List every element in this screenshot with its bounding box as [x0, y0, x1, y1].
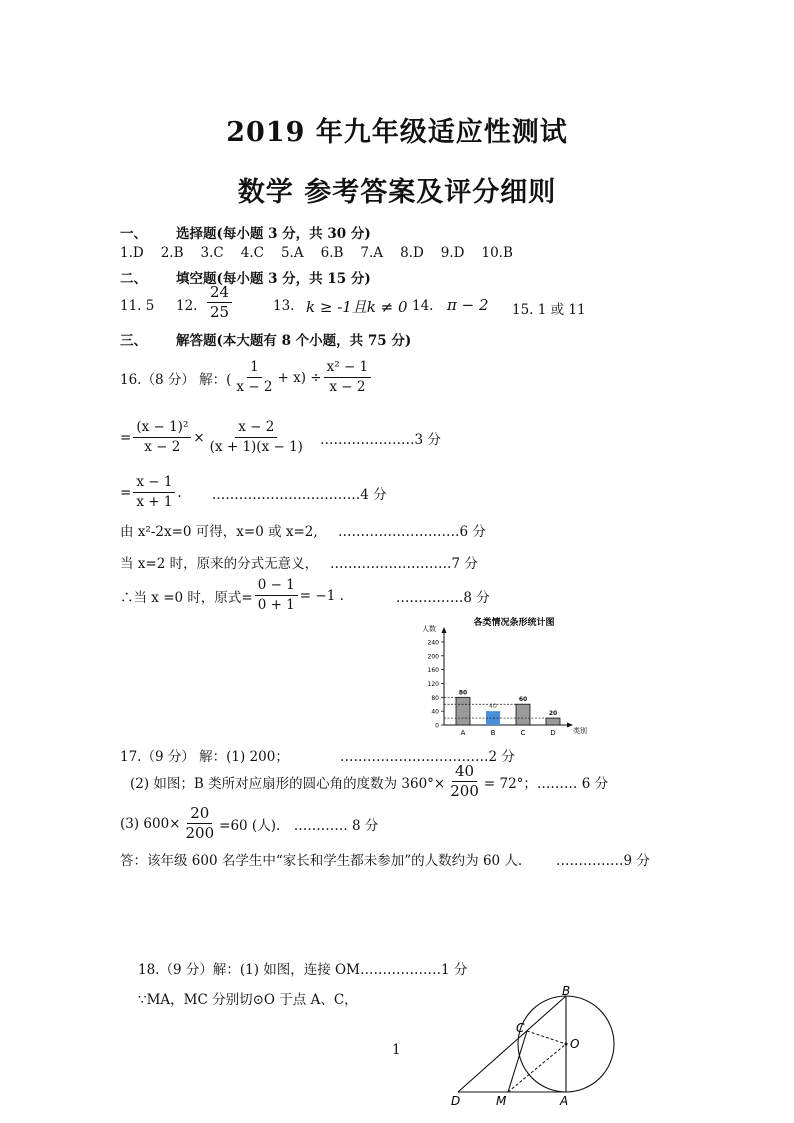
choice-answer: 5.A: [280, 245, 304, 261]
section-1-title: 选择题(每小题 3 分，共 30 分): [176, 226, 371, 242]
q17-part-1: 17.（9 分） 解：(1) 200；: [120, 749, 289, 765]
q16-problem: [120, 358, 373, 397]
q16-step5-result: = −1 .: [299, 587, 344, 604]
q17-part3-denominator: 200: [185, 824, 215, 842]
choice-answer: 9.D: [440, 245, 465, 261]
q16-step5-denominator: 0 + 1: [257, 597, 295, 613]
q12-label: 12.: [176, 298, 198, 314]
q12-denominator: 25: [210, 303, 230, 321]
choice-answer: 1.D: [120, 245, 144, 261]
chart-title: 各类情况条形统计图: [473, 618, 555, 628]
q16-step2-score: ……………………………4 分: [211, 486, 387, 503]
q17-part2-numerator: 40: [452, 762, 477, 782]
q16-step1-score: …………………3 分: [319, 431, 441, 448]
q16-step1-f1-denominator: x − 2: [144, 439, 181, 455]
segment-mc: [508, 1031, 527, 1092]
q13-label: 13.: [273, 298, 295, 314]
q16-step1-equals: =: [120, 429, 132, 446]
q16-step2-numerator: x − 1: [133, 473, 175, 493]
y-tick-label: 80: [431, 694, 439, 702]
page-title: 2019 年九年级适应性测试: [226, 117, 568, 148]
q17-part1-score: ……………………………2 分: [340, 749, 515, 765]
bar-chart: [418, 612, 590, 742]
q16-step2-denominator: x + 1: [136, 494, 173, 510]
chart-x-axis-label: 类别: [573, 727, 587, 735]
bar-value-label: 60: [518, 696, 528, 704]
q16-label: 16.（8 分） 解：(: [120, 371, 232, 388]
q16-step1-f2-denominator: (x + 1)(x − 1): [209, 439, 303, 455]
choice-answer: 2.B: [160, 245, 184, 261]
section-3-title: 解答题(本大题有 8 个小题，共 75 分): [176, 333, 412, 349]
chart-y-axis-label: 人数: [422, 625, 436, 633]
q16-step1-f2-numerator: x − 2: [235, 418, 277, 438]
bar-d: [546, 718, 560, 725]
y-tick-label: 40: [431, 708, 439, 716]
label-b: B: [562, 986, 571, 998]
q17-part2-prefix: (2) 如图；B 类所对应扇形的圆心角的度数为 360°×: [130, 775, 446, 792]
page-number: 1: [392, 1042, 401, 1058]
choice-answers: [120, 245, 513, 261]
q18-line-1: 18.（9 分）解：(1) 如图，连接 OM………………1 分: [138, 962, 468, 978]
y-tick-label: 240: [427, 639, 439, 647]
section-2-number: 二、: [120, 271, 147, 287]
choice-answer: 4.C: [240, 245, 264, 261]
q15-answer: 15. 1 或 11: [512, 302, 586, 318]
x-tick-label: D: [550, 729, 556, 737]
q17-part2-denominator: 200: [450, 782, 479, 800]
q14-answer: π − 2: [447, 296, 489, 314]
x-tick-label: C: [520, 729, 526, 737]
q16-plus-x: + x) ÷: [277, 369, 322, 386]
bar-value-label: 20: [548, 710, 558, 718]
page-subtitle: 数学 参考答案及评分细则: [237, 177, 557, 208]
label-a: A: [560, 1094, 569, 1106]
x-tick-label: A: [460, 729, 466, 737]
segment-co: [527, 1031, 566, 1044]
section-3-number: 三、: [120, 333, 147, 349]
y-tick-label: 0: [435, 722, 439, 730]
y-tick-label: 200: [427, 653, 439, 661]
label-d: D: [451, 1094, 461, 1106]
q12-fraction: [205, 283, 234, 322]
q16-step1-times: ×: [193, 429, 205, 446]
choice-answer: 7.A: [360, 245, 384, 261]
q16-step2-equals: =: [120, 484, 132, 501]
q16-f2-denominator: x − 2: [329, 379, 366, 395]
q16-step5-score: ……………8 分: [395, 589, 490, 606]
bar-a: [456, 697, 470, 725]
q17-answer-score: ……………9 分: [556, 853, 650, 869]
q16-step1-f1-numerator: (x − 1)²: [133, 418, 191, 438]
bar-c: [516, 704, 530, 725]
label-o: O: [570, 1037, 580, 1051]
geometry-figure: [440, 986, 615, 1106]
q17-part-3: [120, 804, 378, 843]
q17-part2-suffix: = 72°；……… 6 分: [483, 775, 609, 792]
q11-answer: 11. 5: [120, 298, 155, 314]
chart-y-arrow: [442, 627, 447, 633]
q16-step-1: [120, 418, 441, 457]
section-1-number: 一、: [120, 226, 147, 242]
q16-step3-score: ………………………6 分: [338, 524, 486, 540]
q16-step-3: 由 x²-2x=0 可得，x=0 或 x=2,: [120, 524, 318, 540]
y-tick-label: 160: [427, 667, 439, 675]
segment-mo: [508, 1044, 566, 1092]
q18-line-2: ∵MA，MC 分别切⊙O 于点 A、C，: [138, 992, 358, 1008]
q17-part3-suffix: =60 (人)． ………… 8 分: [219, 817, 379, 834]
label-c: C: [516, 1021, 525, 1035]
bar-value-label: 80: [458, 689, 468, 697]
point-o: [565, 1043, 568, 1046]
choice-answer: 8.D: [400, 245, 424, 261]
x-tick-label: B: [490, 729, 496, 737]
q14-label: 14.: [412, 298, 434, 314]
label-m: M: [496, 1094, 507, 1106]
q16-step-5: [120, 576, 490, 615]
q16-step4-score: ………………………7 分: [330, 556, 478, 572]
q16-f1-denominator: x − 2: [236, 379, 273, 395]
q17-part3-prefix: (3) 600×: [120, 815, 181, 832]
q13-answer: k ≥ -1且k ≠ 0: [306, 298, 408, 316]
q16-step-4: 当 x=2 时，原来的分式无意义，: [120, 556, 319, 572]
q16-step5-numerator: 0 − 1: [255, 576, 298, 596]
q16-step5-prefix: ∴当 x =0 时，原式=: [120, 589, 253, 606]
choice-answer: 6.B: [320, 245, 344, 261]
q16-f1-numerator: 1: [247, 358, 262, 378]
q17-part3-numerator: 20: [187, 804, 212, 824]
section-2-title: 填空题(每小题 3 分，共 15 分): [176, 271, 371, 287]
y-tick-label: 120: [427, 680, 439, 688]
q16-step-2: [120, 473, 387, 512]
bar-value-label: 40: [489, 703, 497, 711]
choice-answer: 3.C: [200, 245, 224, 261]
q16-step2-dot: .: [177, 484, 182, 501]
q17-part-2: [130, 762, 608, 801]
q12-numerator: 24: [207, 283, 232, 303]
choice-answer: 10.B: [481, 245, 513, 261]
q17-answer: 答：该年级 600 名学生中“家长和学生都未参加”的人数约为 60 人.: [120, 853, 523, 869]
q16-f2-numerator: x² − 1: [324, 358, 372, 378]
